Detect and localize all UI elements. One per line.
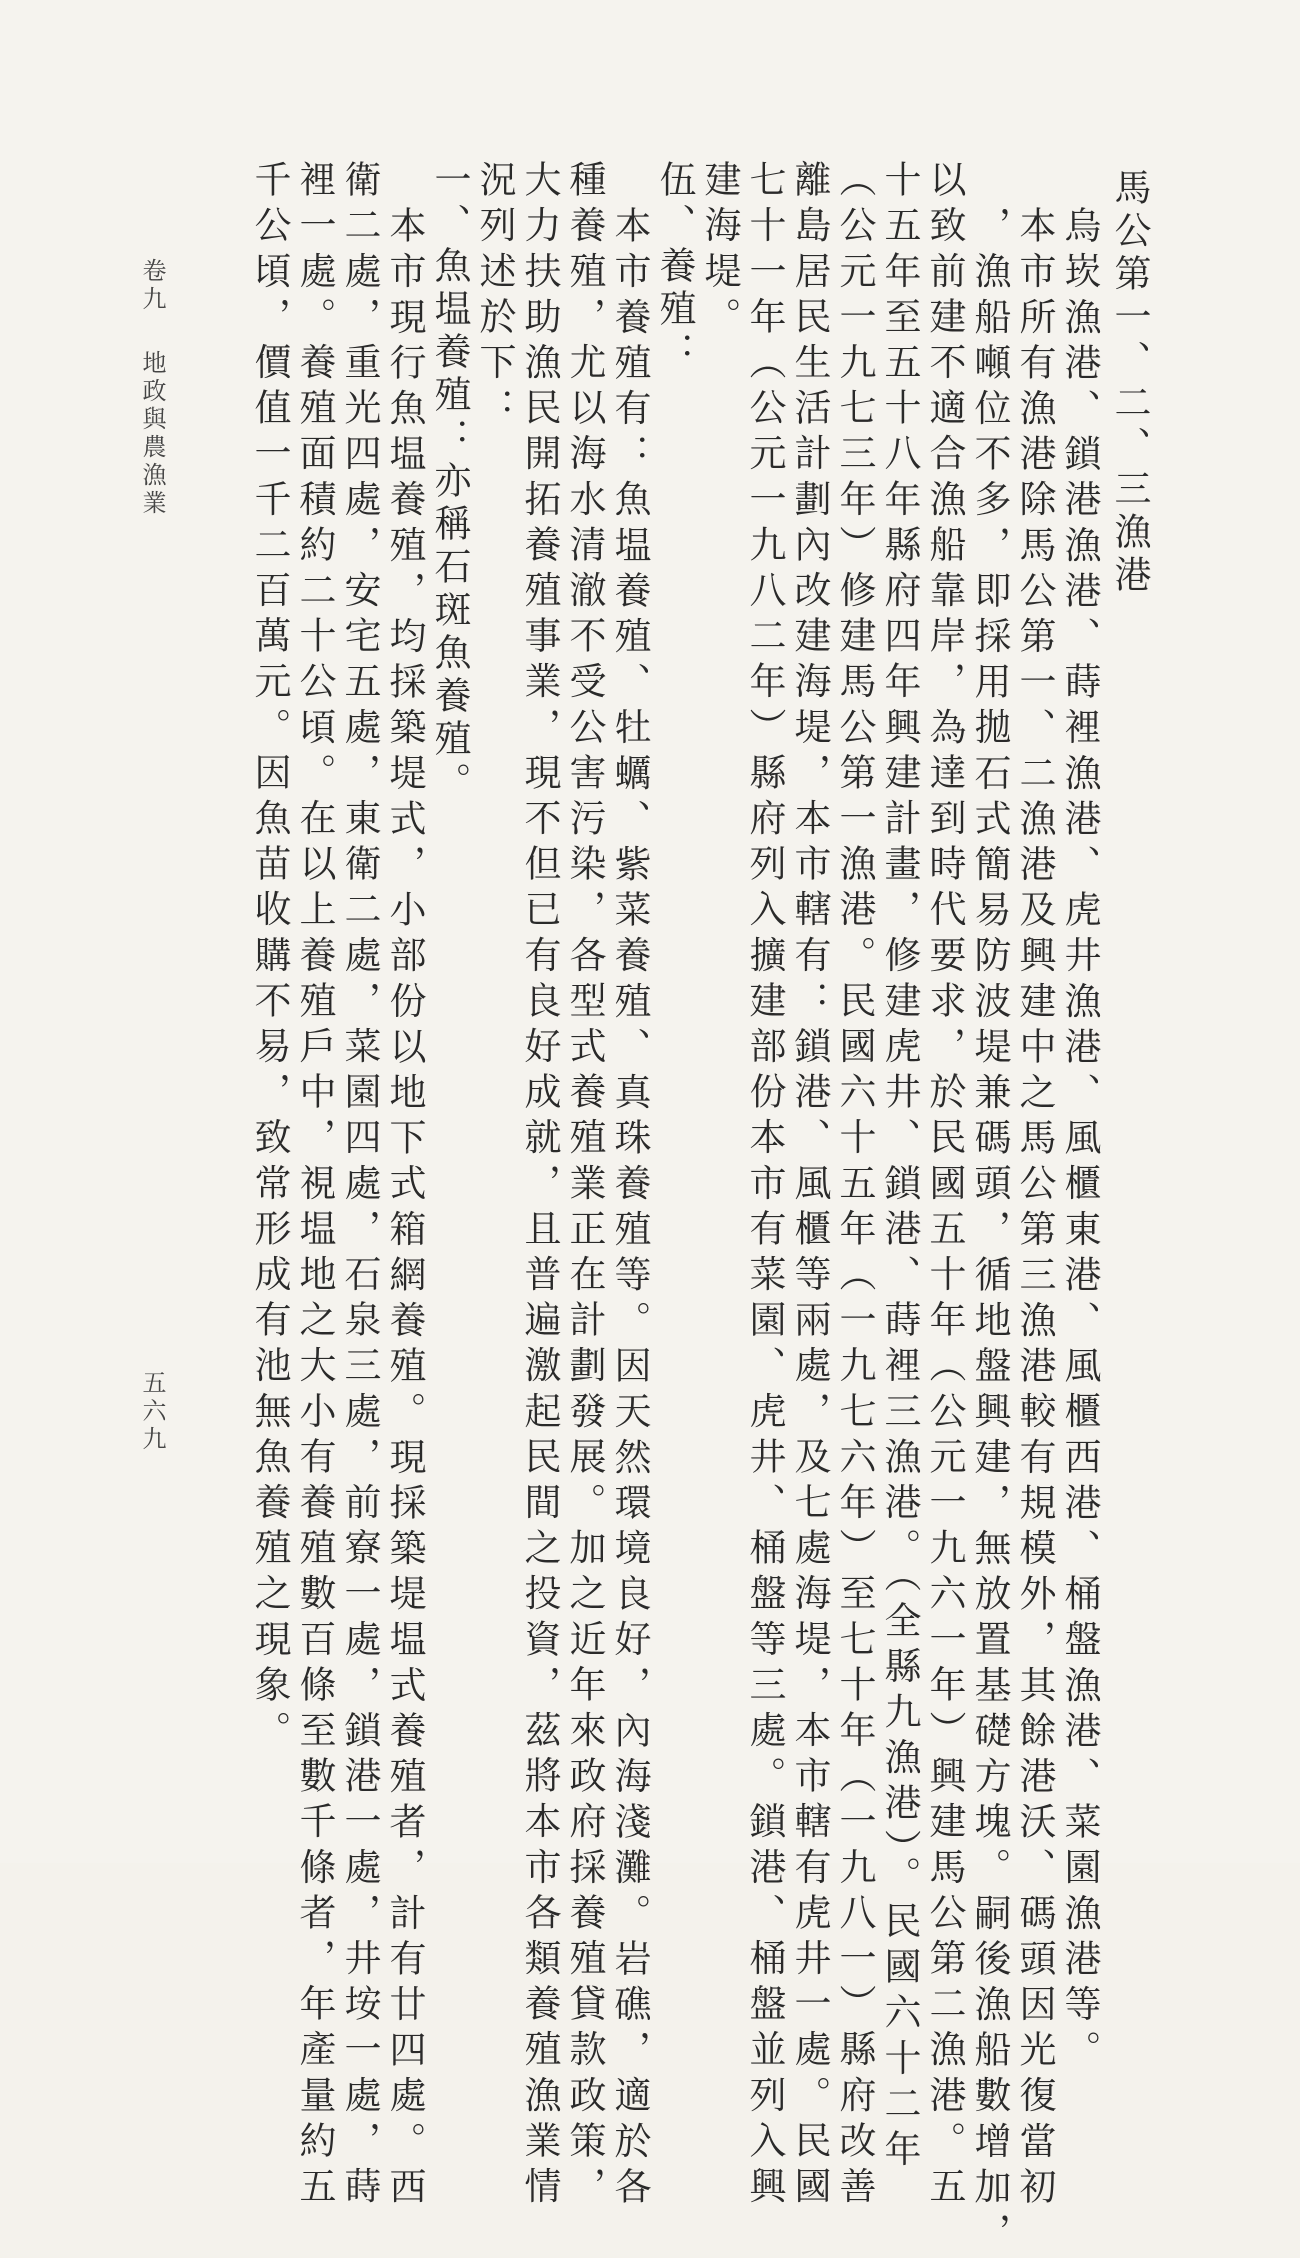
text-column: 七十一年（公元一九八二年）縣府列入擴建部份本市有菜園、虎井、桶盤等三處。鎖港、桶盤並列入興	[743, 160, 786, 2212]
text-column: 大力扶助漁民開拓養殖事業，現不但已有良好成就，且普遍激起民間之投資，茲將本市各類養殖漁業情	[518, 160, 561, 2212]
text-column: 以致前建不適合漁船靠岸，為達到時代要求，於民國五十年（公元一九六一年）興建馬公第二漁港。五	[923, 160, 966, 2212]
chapter-label: 卷九	[138, 258, 166, 314]
page-number: 五六九	[138, 1370, 166, 1454]
text-column: 十五年至五十八年縣府四年興建計畫，修建虎井、鎖港、蒔裡三漁港。（全縣九漁港）。民國六十二年	[878, 160, 921, 2175]
text-column: 種養殖，尤以海水清澈不受公害污染，各型式養殖業正在計劃發展。加之近年來政府採養殖貸款政策，	[563, 160, 606, 2212]
text-column: 本市現行魚塭養殖，均採築堤式，小部份以地下式箱網養殖。現採築堤塭式養殖者，計有廿四處。西	[383, 206, 426, 2213]
text-column: （公元一九七三年）修建馬公第一漁港。民國六十五年（一九七六年）至七十年（一九八一）縣府改善	[833, 160, 876, 2212]
text-column: 況列述於下：	[473, 160, 516, 434]
subheading-magong-ports: 馬公第一、二、三漁港	[1108, 168, 1151, 598]
text-column: 千公頃，價值一千二百萬元。因魚苗收購不易，致常形成有池無魚養殖之現象。	[248, 160, 291, 1756]
text-column: 烏崁漁港、鎖港漁港、蒔裡漁港、虎井漁港、風櫃東港、風櫃西港、桶盤漁港、菜園漁港等。	[1058, 206, 1101, 2076]
text-column: 本市養殖有：魚塭養殖、牡蠣、紫菜養殖、真珠養殖等。因天然環境良好，內海淺灘。岩礁，適於各	[608, 206, 651, 2213]
text-column: 衛二處，重光四處，安宅五處，東衛二處，菜園四處，石泉三處，前寮一處，鎖港一處，井垵一處，蒔	[338, 160, 381, 2212]
text-column: ，漁船噸位不多，即採用拋石式簡易防波堤兼碼頭，循地盤興建，無放置基礎方塊。嗣後漁船數增加，	[968, 206, 1011, 2258]
text-column: 裡一處。養殖面積約二十公頃。在以上養殖戶中，視塭地之大小有養殖數百條至數千條者，年產量約五	[293, 160, 336, 2212]
subheading-fish-pond: 一、魚塭養殖：亦稱石斑魚養殖。	[428, 160, 471, 805]
section-label: 地政與農漁業	[138, 350, 166, 518]
text-column: 離島居民生活計劃內改建海堤，本市轄有：鎖港、風櫃等兩處，及七處海堤，本市轄有虎井一處。民國	[788, 160, 831, 2212]
section-heading-aquaculture: 伍、養殖：	[653, 160, 696, 375]
text-column: 建海堤。	[698, 160, 741, 343]
text-column: 本市所有漁港除馬公第一、二漁港及興建中之馬公第三漁港較有規模外，其餘港沃、碼頭因光復當初	[1013, 206, 1056, 2213]
